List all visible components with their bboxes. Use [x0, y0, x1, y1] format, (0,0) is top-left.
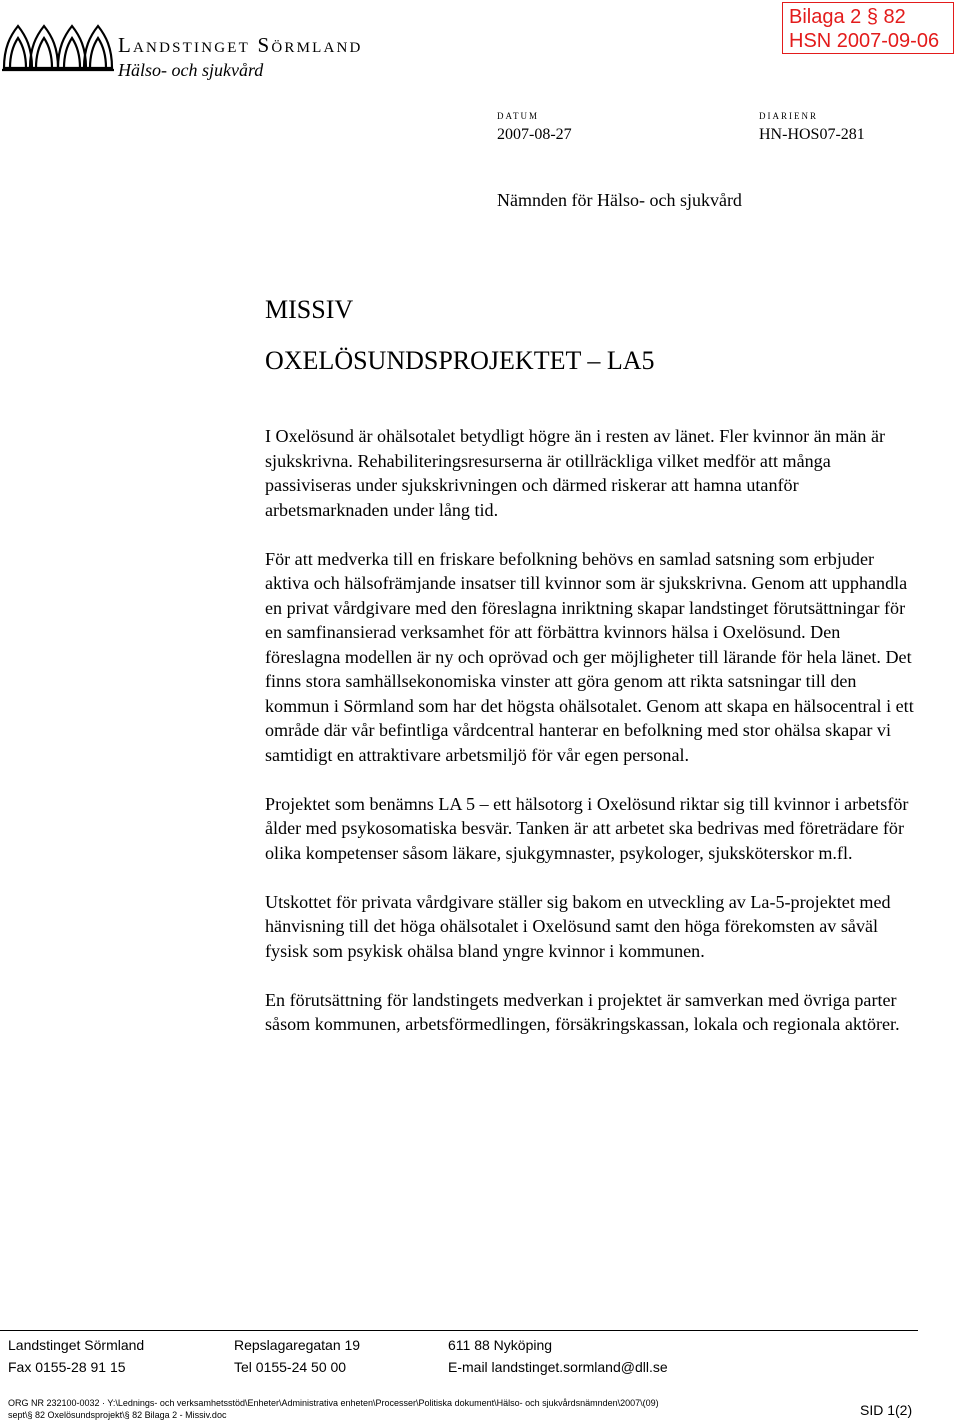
datum-label: DATUM — [497, 111, 540, 121]
paragraph: En förutsättning för landstingets medverkan i projektet är samverkan med övriga parter såsom kommunen, arbetsförmedlingen, försäkringskassan, lokala och regionala aktörer. — [265, 989, 900, 1034]
diarienr-value: HN-HOS07-281 — [759, 126, 865, 143]
org-name: Landstinget Sörmland — [118, 33, 363, 57]
stamp-line-2: HSN 2007-09-06 — [789, 30, 940, 52]
footer-tel: Tel 0155-24 50 00 — [234, 1359, 347, 1375]
footer-fax: Fax 0155-28 91 15 — [8, 1359, 126, 1375]
footer-org: Landstinget Sörmland — [8, 1337, 145, 1353]
footer-divider — [0, 1330, 918, 1331]
paragraph: Projektet som benämns LA 5 – ett hälsotorg i Oxelösund riktar sig till kvinnor i arbetsför ålder med psykosomatiska besvär. Tanken är att arbetet ska bedrivas med företrädare för olika kompetenser såsom läkare, sjukgymnaster, psykologer, sjuksköterskor m.fl. — [265, 793, 909, 863]
footer-city: 611 88 Nyköping — [448, 1337, 553, 1353]
paragraph: För att medverka till en friskare befolkning behövs en samlad satsning som erbjuder aktiva och hälsofrämjande insatser till kvinnor som är sjukskrivna. Genom att upphandla en privat vårdgivare med den föreslagna inriktning skapar landstinget förutsättningar för en samfinansierad verksamhet för att förbättra kvinnors hälsa i Oxelösund. Den föreslagna modellen är ny och oprövad och ger möjligheter till lärande för hela länet. Det finns stora samhällsekonomiska vinster att göra genom att rikta satsningar till den kommun i Sörmland som har det högsta ohälsotalet. Genom att skapa en hälsocentral i ett område där vår befintliga vårdcentral hanterar en befolkning med stor ohälsa skapar vi samtidigt en attraktivare arbetsmiljö för vår egen personal. — [265, 548, 914, 765]
footer-file-path: sept\§ 82 Oxelösundsprojekt\§ 82 Bilaga 2 - Missiv.doc — [8, 1410, 227, 1420]
recipient: Nämnden för Hälso- och sjukvård — [497, 190, 742, 210]
crown-leaf-logo-icon — [0, 18, 116, 76]
page-number: SID 1(2) — [860, 1402, 913, 1418]
diarienr-label: DIARIENR — [759, 111, 818, 121]
footer-address: Repslagaregatan 19 — [234, 1337, 361, 1353]
org-subtitle: Hälso- och sjukvård — [118, 60, 264, 80]
bilaga-stamp — [782, 2, 954, 54]
footer-email: E-mail landstinget.sormland@dll.se — [448, 1359, 668, 1375]
paragraph: I Oxelösund är ohälsotalet betydligt högre än i resten av länet. Fler kvinnor än män är sjukskrivna. Rehabiliteringsresurserna är otillräckliga vilket medför att många passiviseras under sjukskrivningen och därmed riskerar att hamna utanför arbetsmarknaden under lång tid. — [265, 426, 886, 520]
stamp-line-1: Bilaga 2 § 82 — [789, 6, 906, 28]
datum-value: 2007-08-27 — [497, 126, 572, 143]
document-title: OXELÖSUNDSPROJEKTET – LA5 — [265, 346, 655, 375]
document-body — [265, 424, 915, 1061]
document-type: MISSIV — [265, 295, 354, 324]
footer-orgnr-path: ORG NR 232100-0032 · Y:\Lednings- och verksamhetsstöd\Enheter\Administrativa enheten\Processer\Politiska dokument\Hälso- och sjukvårdsnämnden\2007\(09) — [8, 1398, 659, 1408]
paragraph: Utskottet för privata vårdgivare ställer sig bakom en utveckling av La-5-projektet med hänvisning till det höga ohälsotalet i Oxelösund samt den höga förekomsten av såväl fysisk som psykisk ohälsa bland yngre kvinnor i kommunen. — [265, 891, 891, 961]
